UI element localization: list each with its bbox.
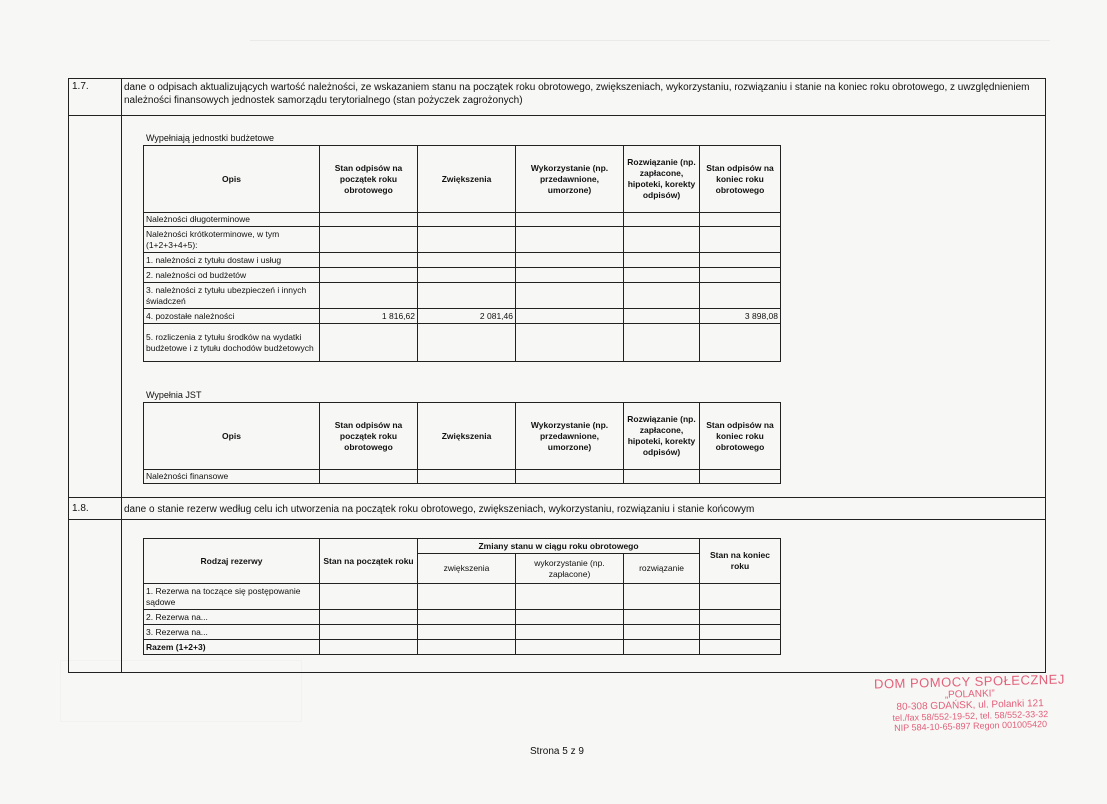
- col-header-usage: wykorzystanie (np. zapłacone): [516, 554, 624, 584]
- cell-end: [700, 268, 781, 283]
- col-header-start: Stan odpisów na początek roku obrotowego: [320, 146, 418, 213]
- bleed-through-marks: [250, 40, 1050, 51]
- cell-start: [320, 227, 418, 253]
- row-label: 4. pozostałe należności: [144, 309, 320, 324]
- cell-usage: [516, 584, 624, 610]
- cell-release: [624, 584, 700, 610]
- cell-end: [700, 227, 781, 253]
- cell-usage: [516, 309, 624, 324]
- table-header-row: [144, 146, 781, 213]
- col-header-end: Stan odpisów na koniec roku obrotowego: [700, 403, 781, 470]
- row-label: 3. Rezerwa na...: [144, 625, 320, 640]
- table-row: [144, 625, 781, 640]
- table-row: [144, 640, 781, 655]
- cell-usage: [516, 253, 624, 268]
- cell-start: [320, 253, 418, 268]
- row-label: 2. należności od budżetów: [144, 268, 320, 283]
- cell-end: [700, 253, 781, 268]
- col-header-start: Stan na początek roku: [320, 539, 418, 584]
- cell-start: [320, 640, 418, 655]
- stamp-line-phone: tel./fax 58/552-19-52, tel. 58/552-33-32: [892, 708, 1049, 724]
- cell-end: [700, 584, 781, 610]
- stamp-line-name: DOM POMOCY SPOŁECZNEJ: [873, 671, 1066, 692]
- col-header-release: rozwiązanie: [624, 554, 700, 584]
- cell-start: [320, 324, 418, 362]
- cell-end: [700, 625, 781, 640]
- table-row: [144, 213, 781, 227]
- row-label: 1. Rezerwa na toczące się postępowanie sądowe: [144, 584, 320, 610]
- table-row: [144, 268, 781, 283]
- cell-usage: [516, 283, 624, 309]
- cell-increase: [418, 610, 516, 625]
- table-row: [144, 227, 781, 253]
- cell-start: 1 816,62: [320, 309, 418, 324]
- cell-start: [320, 584, 418, 610]
- table-header-row: [144, 539, 781, 554]
- table-row: [144, 324, 781, 362]
- col-header-usage: Wykorzystanie (np. przedawnione, umorzone): [516, 146, 624, 213]
- table-row: [144, 309, 781, 324]
- cell-increase: [418, 268, 516, 283]
- cell-release: [624, 213, 700, 227]
- section-1-7-description: dane o odpisach aktualizujących wartość należności, ze wskazaniem stanu na początek roku obrotowego, zwiększeniach, wykorzystaniu, rozwiązaniu i stanie na koniec roku obrotowego, z uwzględnieniem należności finansowych jednostek samorządu terytorialnego (stan pożyczek zagrożonych): [124, 82, 1030, 106]
- row-label: Razem (1+2+3): [144, 640, 320, 655]
- col-header-opis: Opis: [144, 403, 320, 470]
- col-header-increase: zwiększenia: [418, 554, 516, 584]
- section-1-8-header-divider: [68, 519, 1046, 520]
- cell-release: [624, 253, 700, 268]
- reserves-table: [143, 538, 781, 655]
- cell-usage: [516, 227, 624, 253]
- section-1-7-number-divider: [121, 78, 122, 498]
- cell-increase: 2 081,46: [418, 309, 516, 324]
- cell-usage: [516, 640, 624, 655]
- institution-stamp: [869, 671, 1070, 733]
- cell-usage: [516, 470, 624, 484]
- cell-usage: [516, 213, 624, 227]
- cell-release: [624, 470, 700, 484]
- section-1-7-header-divider: [68, 115, 1046, 116]
- section-1-8-description: dane o stanie rezerw według celu ich utworzenia na początek roku obrotowego, zwiększeniach, wykorzystaniu, rozwiązaniu i stanie końcowym: [124, 504, 755, 515]
- cell-end: [700, 283, 781, 309]
- cell-release: [624, 268, 700, 283]
- stamp-line-nip: NIP 584-10-65-897 Regon 001005420: [894, 718, 1048, 733]
- stamp-line-polanki: „POLANKI”: [944, 688, 995, 701]
- row-label: Należności długoterminowe: [144, 213, 320, 227]
- col-header-increase: Zwiększenia: [418, 146, 516, 213]
- cell-increase: [418, 625, 516, 640]
- cell-release: [624, 625, 700, 640]
- cell-release: [624, 227, 700, 253]
- cell-increase: [418, 227, 516, 253]
- table-row: [144, 610, 781, 625]
- cell-start: [320, 610, 418, 625]
- row-label: Należności krótkoterminowe, w tym (1+2+3+4+5):: [144, 227, 320, 253]
- table-row: [144, 584, 781, 610]
- table-row: [144, 283, 781, 309]
- cell-start: [320, 470, 418, 484]
- cell-increase: [418, 470, 516, 484]
- col-header-usage: Wykorzystanie (np. przedawnione, umorzone): [516, 403, 624, 470]
- table-2-caption: Wypełnia JST: [146, 390, 202, 400]
- cell-release: [624, 640, 700, 655]
- section-1-8-number: 1.8.: [72, 503, 89, 514]
- row-label: 3. należności z tytułu ubezpieczeń i innych świadczeń: [144, 283, 320, 309]
- cell-release: [624, 309, 700, 324]
- col-header-end: Stan na koniec roku: [700, 539, 781, 584]
- row-label: 2. Rezerwa na...: [144, 610, 320, 625]
- col-header-increase: Zwiększenia: [418, 403, 516, 470]
- col-header-release: Rozwiązanie (np. zapłacone, hipoteki, korekty odpisów): [624, 403, 700, 470]
- col-header-start: Stan odpisów na początek roku obrotowego: [320, 403, 418, 470]
- table-1-caption: Wypełniają jednostki budżetowe: [146, 133, 274, 143]
- cell-end: 3 898,08: [700, 309, 781, 324]
- jst-writeoff-table: [143, 402, 781, 484]
- cell-increase: [418, 324, 516, 362]
- budget-units-writeoff-table: [143, 145, 781, 362]
- table-row: [144, 253, 781, 268]
- col-header-end: Stan odpisów na koniec roku obrotowego: [700, 146, 781, 213]
- cell-usage: [516, 610, 624, 625]
- row-label: 5. rozliczenia z tytułu środków na wydatki budżetowe i z tytułu dochodów budżetowych: [144, 324, 320, 362]
- cell-increase: [418, 253, 516, 268]
- cell-release: [624, 610, 700, 625]
- cell-end: [700, 640, 781, 655]
- cell-release: [624, 324, 700, 362]
- table-header-row: [144, 403, 781, 470]
- table-row: [144, 470, 781, 484]
- col-header-opis: Opis: [144, 146, 320, 213]
- cell-end: [700, 213, 781, 227]
- page-number: Strona 5 z 9: [530, 746, 584, 757]
- cell-increase: [418, 584, 516, 610]
- cell-start: [320, 625, 418, 640]
- cell-usage: [516, 324, 624, 362]
- cell-start: [320, 268, 418, 283]
- cell-end: [700, 324, 781, 362]
- col-header-changes: Zmiany stanu w ciągu roku obrotowego: [418, 539, 700, 554]
- cell-usage: [516, 625, 624, 640]
- row-label: Należności finansowe: [144, 470, 320, 484]
- section-1-7-number: 1.7.: [72, 81, 89, 92]
- cell-end: [700, 610, 781, 625]
- col-header-reserve-type: Rodzaj rezerwy: [144, 539, 320, 584]
- cell-increase: [418, 640, 516, 655]
- cell-usage: [516, 268, 624, 283]
- section-1-8-number-divider: [121, 497, 122, 673]
- cell-release: [624, 283, 700, 309]
- cell-increase: [418, 283, 516, 309]
- cell-end: [700, 470, 781, 484]
- cell-start: [320, 283, 418, 309]
- stamp-line-address: 80-308 GDAŃSK, ul. Polanki 121: [896, 698, 1044, 713]
- col-header-release: Rozwiązanie (np. zapłacone, hipoteki, korekty odpisów): [624, 146, 700, 213]
- cell-start: [320, 213, 418, 227]
- cell-increase: [418, 213, 516, 227]
- row-label: 1. należności z tytułu dostaw i usług: [144, 253, 320, 268]
